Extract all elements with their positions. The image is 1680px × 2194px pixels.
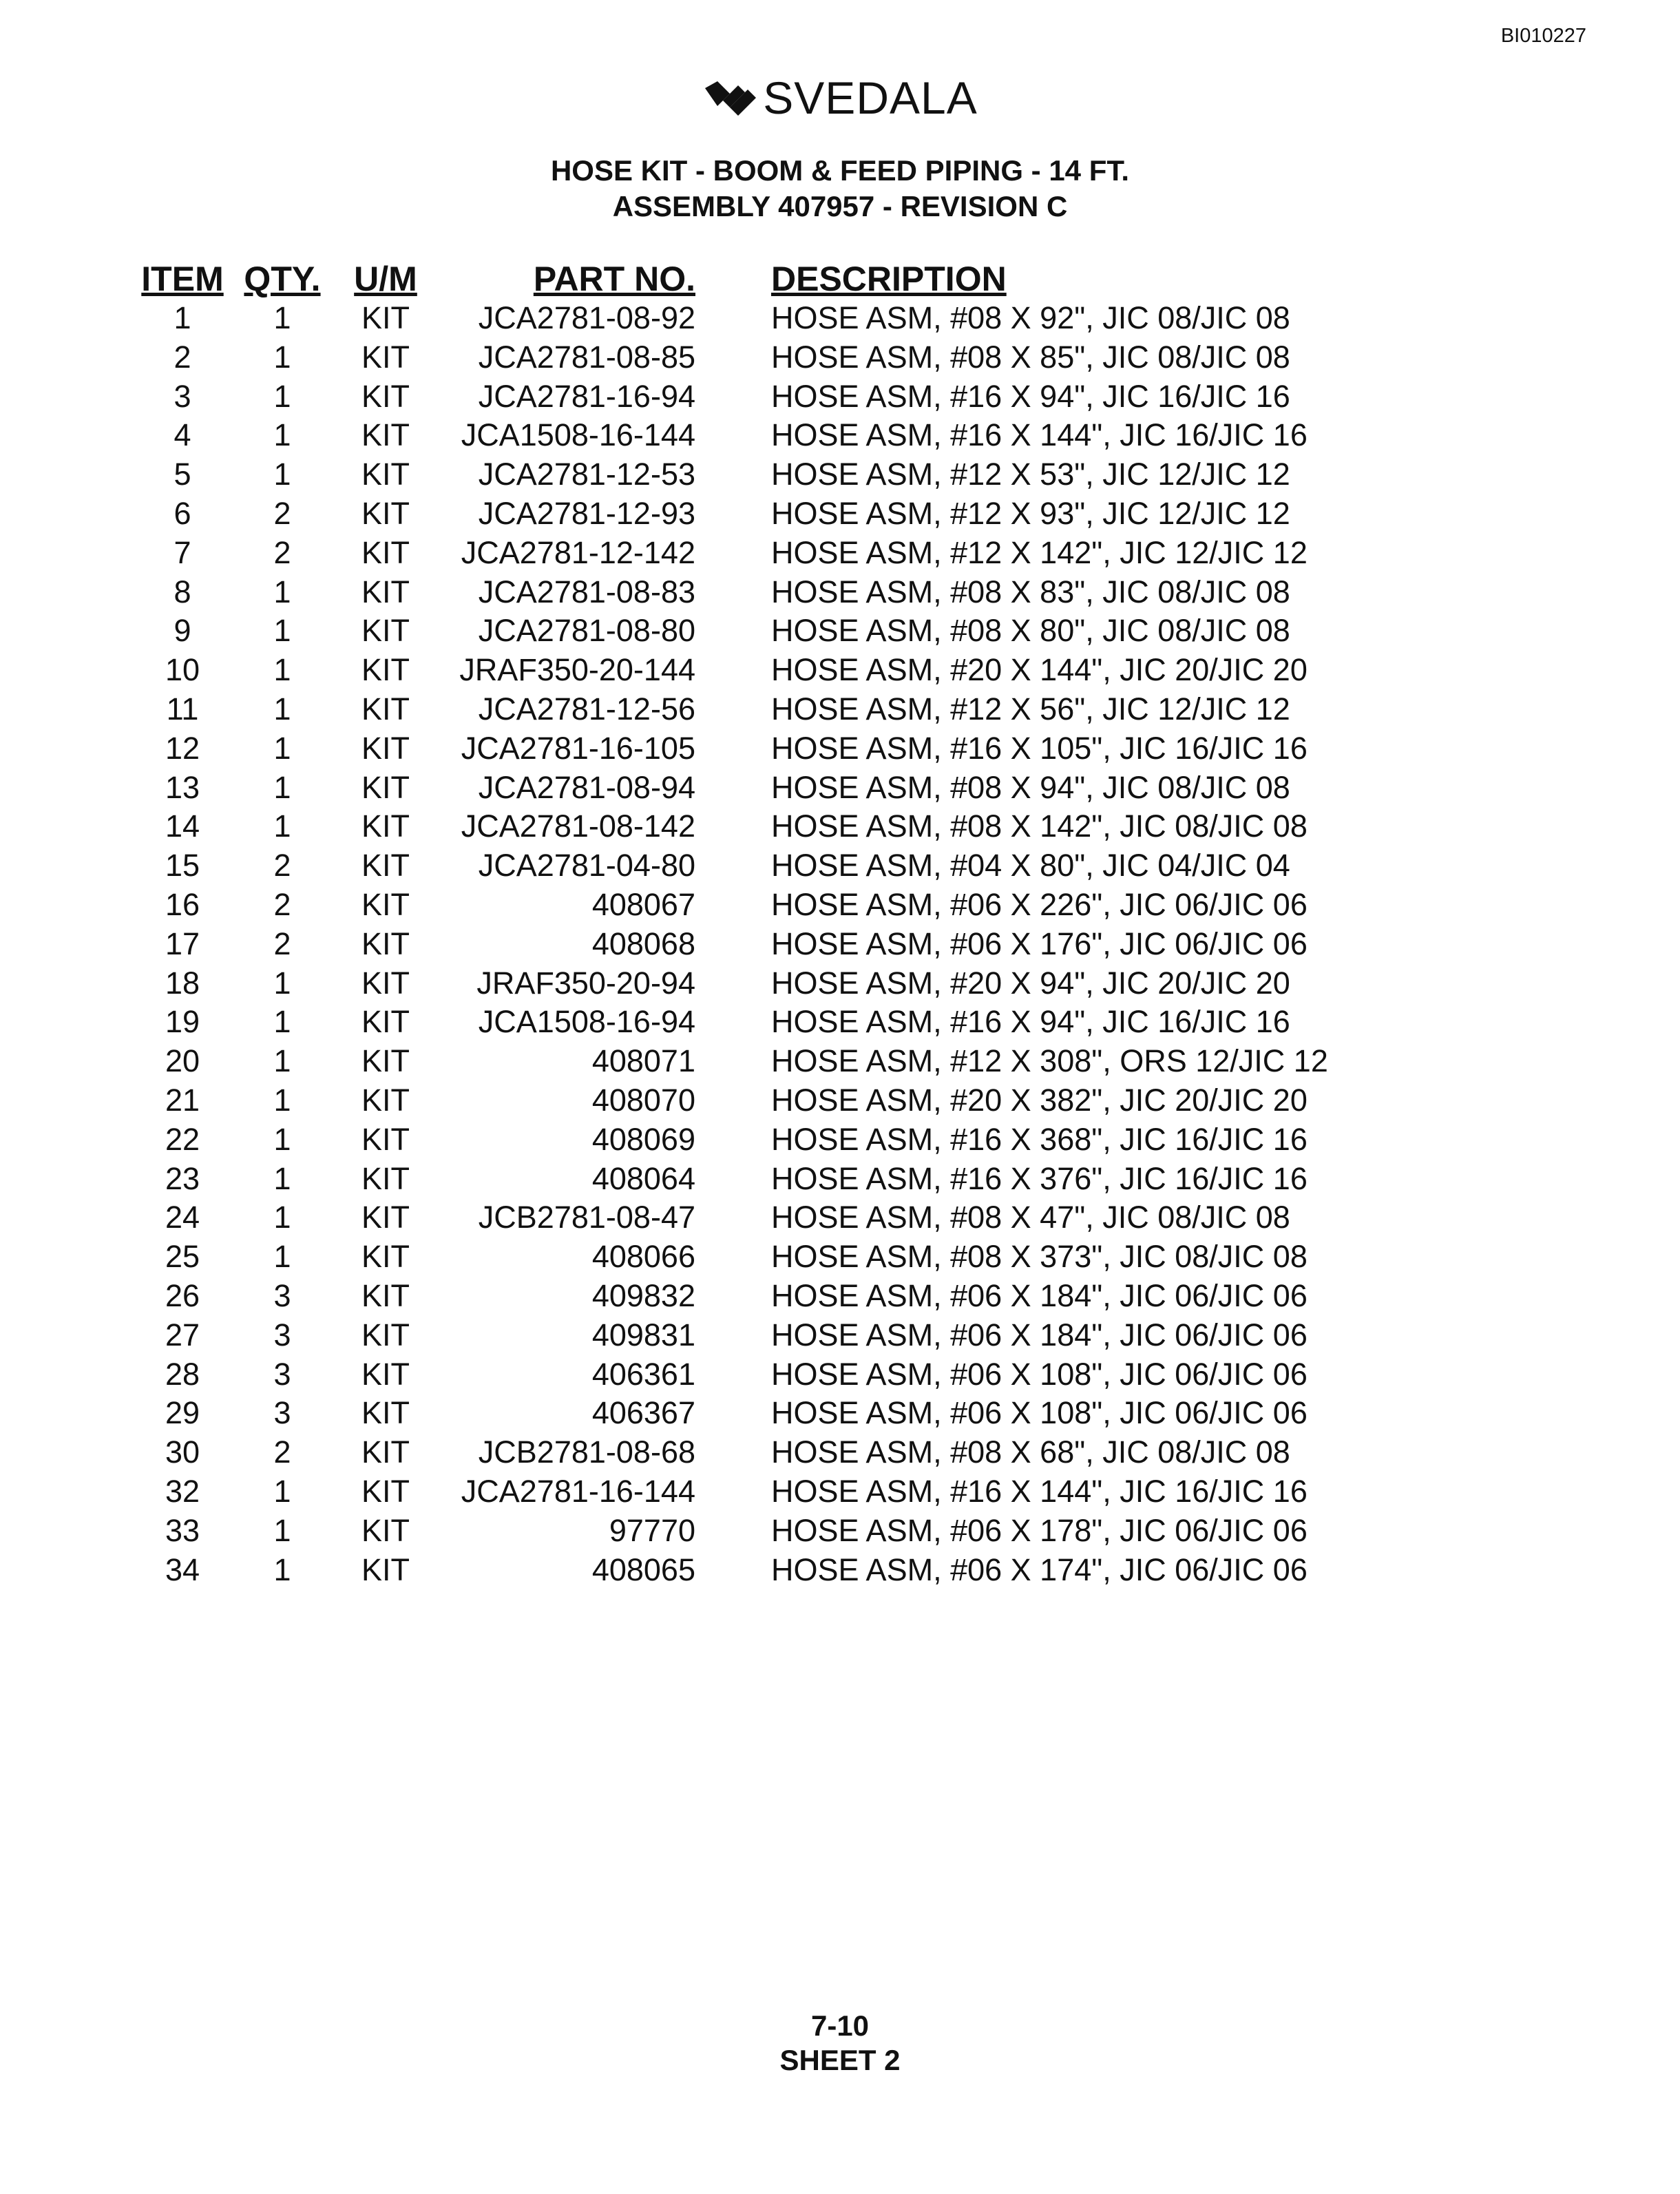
page-number: 7-10 bbox=[810, 2009, 870, 2042]
cell-item: 28 bbox=[165, 1356, 200, 1392]
cell-description: HOSE ASM, #04 X 80", JIC 04/JIC 04 bbox=[771, 848, 1290, 884]
cell-part-no: JCA1508-16-94 bbox=[478, 1004, 695, 1040]
table-row bbox=[138, 573, 1391, 612]
cell-um: KIT bbox=[361, 730, 410, 766]
cell-description: HOSE ASM, #16 X 144", JIC 16/JIC 16 bbox=[771, 417, 1308, 453]
cell-um: KIT bbox=[361, 300, 410, 335]
cell-item: 9 bbox=[174, 613, 191, 649]
cell-part-no: JCA2781-12-56 bbox=[478, 691, 695, 727]
cell-qty: 1 bbox=[273, 652, 291, 688]
cell-item: 7 bbox=[174, 534, 191, 570]
table-row bbox=[138, 1316, 1391, 1355]
cell-qty: 1 bbox=[273, 613, 291, 649]
cell-item: 10 bbox=[165, 652, 200, 688]
cell-um: KIT bbox=[361, 1434, 410, 1470]
table-row bbox=[138, 1120, 1391, 1160]
cell-part-no: 409831 bbox=[591, 1317, 695, 1352]
header-part-no: PART NO. bbox=[533, 260, 695, 298]
cell-item: 30 bbox=[165, 1434, 200, 1470]
cell-qty: 1 bbox=[273, 1121, 291, 1157]
header-description: DESCRIPTION bbox=[771, 260, 1007, 298]
cell-qty: 3 bbox=[273, 1356, 291, 1392]
cell-um: KIT bbox=[361, 1160, 410, 1196]
cell-item: 32 bbox=[165, 1473, 200, 1509]
cell-part-no: 409832 bbox=[591, 1277, 695, 1313]
cell-part-no: JCA2781-08-94 bbox=[478, 769, 695, 805]
sheet-number: SHEET 2 bbox=[779, 2044, 901, 2076]
cell-description: HOSE ASM, #08 X 85", JIC 08/JIC 08 bbox=[771, 339, 1290, 375]
cell-qty: 1 bbox=[273, 730, 291, 766]
cell-um: KIT bbox=[361, 1043, 410, 1079]
cell-um: KIT bbox=[361, 339, 410, 375]
cell-um: KIT bbox=[361, 1082, 410, 1118]
cell-item: 6 bbox=[174, 495, 191, 531]
cell-um: KIT bbox=[361, 808, 410, 844]
table-row bbox=[138, 651, 1391, 690]
cell-qty: 1 bbox=[273, 339, 291, 375]
table-row bbox=[138, 1160, 1391, 1199]
table-row bbox=[138, 1394, 1391, 1433]
cell-um: KIT bbox=[361, 574, 410, 609]
cell-part-no: JCA2781-16-94 bbox=[478, 378, 695, 414]
table-row bbox=[138, 1237, 1391, 1277]
cell-description: HOSE ASM, #08 X 80", JIC 08/JIC 08 bbox=[771, 613, 1290, 649]
cell-description: HOSE ASM, #06 X 178", JIC 06/JIC 06 bbox=[771, 1512, 1308, 1548]
cell-qty: 1 bbox=[273, 1473, 291, 1509]
header-qty: QTY. bbox=[244, 260, 321, 298]
cell-qty: 1 bbox=[273, 1552, 291, 1587]
cell-um: KIT bbox=[361, 457, 410, 492]
cell-description: HOSE ASM, #20 X 94", JIC 20/JIC 20 bbox=[771, 965, 1290, 1001]
table-row bbox=[138, 377, 1391, 417]
cell-um: KIT bbox=[361, 534, 410, 570]
cell-qty: 1 bbox=[273, 808, 291, 844]
header-item: ITEM bbox=[141, 260, 224, 298]
table-row bbox=[138, 534, 1391, 573]
brand-name: SVEDALA bbox=[763, 72, 978, 123]
cell-description: HOSE ASM, #08 X 83", JIC 08/JIC 08 bbox=[771, 574, 1290, 609]
cell-part-no: JCA2781-08-80 bbox=[478, 613, 695, 649]
cell-um: KIT bbox=[361, 1277, 410, 1313]
cell-part-no: JCA2781-04-80 bbox=[478, 848, 695, 884]
cell-item: 8 bbox=[174, 574, 191, 609]
table-row bbox=[138, 886, 1391, 925]
table-row bbox=[138, 299, 1391, 338]
cell-qty: 1 bbox=[273, 1160, 291, 1196]
document-id: BI010227 bbox=[1500, 25, 1586, 47]
table-row bbox=[138, 1512, 1391, 1551]
cell-part-no: 97770 bbox=[609, 1512, 695, 1548]
cell-qty: 1 bbox=[273, 574, 291, 609]
cell-item: 24 bbox=[165, 1200, 200, 1235]
table-row bbox=[138, 1003, 1391, 1042]
cell-um: KIT bbox=[361, 1239, 410, 1275]
cell-part-no: JCA2781-12-53 bbox=[478, 457, 695, 492]
cell-qty: 2 bbox=[273, 848, 291, 884]
cell-part-no: JCA2781-08-142 bbox=[461, 808, 695, 844]
svedala-diamond-icon bbox=[702, 79, 759, 117]
table-row bbox=[138, 338, 1391, 377]
cell-item: 3 bbox=[174, 378, 191, 414]
cell-um: KIT bbox=[361, 691, 410, 727]
cell-qty: 1 bbox=[273, 1239, 291, 1275]
cell-part-no: JCA2781-12-93 bbox=[478, 495, 695, 531]
cell-description: HOSE ASM, #16 X 144", JIC 16/JIC 16 bbox=[771, 1473, 1308, 1509]
cell-um: KIT bbox=[361, 1473, 410, 1509]
cell-qty: 1 bbox=[273, 1043, 291, 1079]
cell-description: HOSE ASM, #08 X 142", JIC 08/JIC 08 bbox=[771, 808, 1308, 844]
cell-qty: 1 bbox=[273, 300, 291, 335]
cell-description: HOSE ASM, #16 X 376", JIC 16/JIC 16 bbox=[771, 1160, 1308, 1196]
table-row bbox=[138, 455, 1391, 494]
cell-description: HOSE ASM, #06 X 108", JIC 06/JIC 06 bbox=[771, 1395, 1308, 1431]
table-row bbox=[138, 1277, 1391, 1316]
table-row bbox=[138, 1551, 1391, 1590]
cell-description: HOSE ASM, #12 X 142", JIC 12/JIC 12 bbox=[771, 534, 1308, 570]
cell-item: 20 bbox=[165, 1043, 200, 1079]
table-row bbox=[138, 1081, 1391, 1120]
cell-part-no: 408071 bbox=[591, 1043, 695, 1079]
table-header-row bbox=[138, 256, 1391, 299]
cell-um: KIT bbox=[361, 1395, 410, 1431]
cell-item: 13 bbox=[165, 769, 200, 805]
cell-item: 12 bbox=[165, 730, 200, 766]
cell-description: HOSE ASM, #16 X 105", JIC 16/JIC 16 bbox=[771, 730, 1308, 766]
cell-item: 19 bbox=[165, 1004, 200, 1040]
cell-qty: 1 bbox=[273, 1082, 291, 1118]
cell-qty: 1 bbox=[273, 378, 291, 414]
table-row bbox=[138, 925, 1391, 964]
cell-um: KIT bbox=[361, 1121, 410, 1157]
cell-part-no: 408067 bbox=[591, 886, 695, 922]
cell-qty: 2 bbox=[273, 1434, 291, 1470]
cell-item: 2 bbox=[174, 339, 191, 375]
cell-qty: 2 bbox=[273, 926, 291, 961]
cell-part-no: JCA2781-08-83 bbox=[478, 574, 695, 609]
cell-item: 15 bbox=[165, 848, 200, 884]
cell-part-no: 406367 bbox=[591, 1395, 695, 1431]
cell-part-no: JCA2781-16-105 bbox=[461, 730, 695, 766]
cell-part-no: JCA2781-12-142 bbox=[461, 534, 695, 570]
table-row bbox=[138, 1198, 1391, 1237]
cell-description: HOSE ASM, #06 X 184", JIC 06/JIC 06 bbox=[771, 1277, 1308, 1313]
cell-um: KIT bbox=[361, 1512, 410, 1548]
table-row bbox=[138, 964, 1391, 1003]
cell-description: HOSE ASM, #16 X 368", JIC 16/JIC 16 bbox=[771, 1121, 1308, 1157]
cell-um: KIT bbox=[361, 495, 410, 531]
cell-item: 25 bbox=[165, 1239, 200, 1275]
cell-description: HOSE ASM, #06 X 174", JIC 06/JIC 06 bbox=[771, 1552, 1308, 1587]
cell-um: KIT bbox=[361, 1356, 410, 1392]
cell-part-no: JCA2781-16-144 bbox=[461, 1473, 695, 1509]
cell-um: KIT bbox=[361, 652, 410, 688]
cell-part-no: JRAF350-20-144 bbox=[459, 652, 695, 688]
cell-qty: 1 bbox=[273, 1512, 291, 1548]
table-row bbox=[138, 494, 1391, 534]
cell-qty: 1 bbox=[273, 769, 291, 805]
cell-item: 23 bbox=[165, 1160, 200, 1196]
cell-item: 18 bbox=[165, 965, 200, 1001]
cell-item: 26 bbox=[165, 1277, 200, 1313]
parts-table bbox=[138, 256, 1391, 1589]
cell-description: HOSE ASM, #06 X 226", JIC 06/JIC 06 bbox=[771, 886, 1308, 922]
cell-um: KIT bbox=[361, 613, 410, 649]
cell-description: HOSE ASM, #08 X 373", JIC 08/JIC 08 bbox=[771, 1239, 1308, 1275]
cell-qty: 3 bbox=[273, 1395, 291, 1431]
cell-description: HOSE ASM, #08 X 47", JIC 08/JIC 08 bbox=[771, 1200, 1290, 1235]
cell-part-no: JCB2781-08-68 bbox=[478, 1434, 695, 1470]
table-row bbox=[138, 416, 1391, 455]
cell-qty: 2 bbox=[273, 886, 291, 922]
cell-part-no: 408065 bbox=[591, 1552, 695, 1587]
cell-item: 22 bbox=[165, 1121, 200, 1157]
cell-qty: 2 bbox=[273, 534, 291, 570]
cell-um: KIT bbox=[361, 886, 410, 922]
cell-qty: 1 bbox=[273, 965, 291, 1001]
cell-description: HOSE ASM, #12 X 53", JIC 12/JIC 12 bbox=[771, 457, 1290, 492]
cell-qty: 2 bbox=[273, 495, 291, 531]
cell-um: KIT bbox=[361, 926, 410, 961]
table-row bbox=[138, 612, 1391, 651]
cell-qty: 1 bbox=[273, 457, 291, 492]
cell-description: HOSE ASM, #20 X 144", JIC 20/JIC 20 bbox=[771, 652, 1308, 688]
cell-item: 16 bbox=[165, 886, 200, 922]
cell-part-no: 408066 bbox=[591, 1239, 695, 1275]
table-row bbox=[138, 769, 1391, 808]
cell-item: 1 bbox=[174, 300, 191, 335]
document-title: HOSE KIT - BOOM & FEED PIPING - 14 FT. bbox=[550, 154, 1130, 187]
cell-part-no: 408070 bbox=[591, 1082, 695, 1118]
header-um: U/M bbox=[354, 260, 417, 298]
cell-description: HOSE ASM, #12 X 93", JIC 12/JIC 12 bbox=[771, 495, 1290, 531]
cell-description: HOSE ASM, #12 X 56", JIC 12/JIC 12 bbox=[771, 691, 1290, 727]
cell-part-no: JRAF350-20-94 bbox=[476, 965, 695, 1001]
cell-part-no: JCA2781-08-85 bbox=[478, 339, 695, 375]
table-row bbox=[138, 690, 1391, 729]
table-row bbox=[138, 1433, 1391, 1472]
cell-qty: 1 bbox=[273, 417, 291, 453]
cell-qty: 3 bbox=[273, 1277, 291, 1313]
cell-item: 34 bbox=[165, 1552, 200, 1587]
cell-item: 27 bbox=[165, 1317, 200, 1352]
cell-description: HOSE ASM, #16 X 94", JIC 16/JIC 16 bbox=[771, 1004, 1290, 1040]
cell-um: KIT bbox=[361, 1552, 410, 1587]
cell-qty: 1 bbox=[273, 691, 291, 727]
cell-item: 33 bbox=[165, 1512, 200, 1548]
cell-item: 11 bbox=[166, 691, 199, 727]
table-row bbox=[138, 1355, 1391, 1394]
cell-um: KIT bbox=[361, 1317, 410, 1352]
cell-qty: 1 bbox=[273, 1200, 291, 1235]
cell-description: HOSE ASM, #08 X 68", JIC 08/JIC 08 bbox=[771, 1434, 1290, 1470]
cell-description: HOSE ASM, #06 X 108", JIC 06/JIC 06 bbox=[771, 1356, 1308, 1392]
table-row bbox=[138, 1042, 1391, 1081]
cell-um: KIT bbox=[361, 965, 410, 1001]
cell-part-no: 408069 bbox=[591, 1121, 695, 1157]
cell-part-no: JCA1508-16-144 bbox=[461, 417, 695, 453]
cell-item: 5 bbox=[174, 457, 191, 492]
table-row bbox=[138, 729, 1391, 769]
table-row bbox=[138, 1472, 1391, 1512]
cell-description: HOSE ASM, #12 X 308", ORS 12/JIC 12 bbox=[771, 1043, 1328, 1079]
cell-qty: 1 bbox=[273, 1004, 291, 1040]
cell-description: HOSE ASM, #06 X 176", JIC 06/JIC 06 bbox=[771, 926, 1308, 961]
table-row bbox=[138, 807, 1391, 846]
cell-qty: 3 bbox=[273, 1317, 291, 1352]
cell-um: KIT bbox=[361, 848, 410, 884]
cell-part-no: 408064 bbox=[591, 1160, 695, 1196]
cell-um: KIT bbox=[361, 769, 410, 805]
cell-item: 29 bbox=[165, 1395, 200, 1431]
cell-um: KIT bbox=[361, 1004, 410, 1040]
cell-item: 21 bbox=[165, 1082, 200, 1118]
cell-um: KIT bbox=[361, 378, 410, 414]
cell-part-no: JCB2781-08-47 bbox=[478, 1200, 695, 1235]
cell-um: KIT bbox=[361, 1200, 410, 1235]
cell-item: 4 bbox=[174, 417, 191, 453]
cell-description: HOSE ASM, #06 X 184", JIC 06/JIC 06 bbox=[771, 1317, 1308, 1352]
cell-part-no: JCA2781-08-92 bbox=[478, 300, 695, 335]
document-subtitle: ASSEMBLY 407957 - REVISION C bbox=[612, 190, 1068, 222]
cell-item: 17 bbox=[165, 926, 200, 961]
cell-description: HOSE ASM, #08 X 94", JIC 08/JIC 08 bbox=[771, 769, 1290, 805]
cell-item: 14 bbox=[165, 808, 200, 844]
cell-description: HOSE ASM, #20 X 382", JIC 20/JIC 20 bbox=[771, 1082, 1308, 1118]
cell-description: HOSE ASM, #16 X 94", JIC 16/JIC 16 bbox=[771, 378, 1290, 414]
table-row bbox=[138, 846, 1391, 886]
logo bbox=[0, 72, 1680, 124]
cell-um: KIT bbox=[361, 417, 410, 453]
cell-description: HOSE ASM, #08 X 92", JIC 08/JIC 08 bbox=[771, 300, 1290, 335]
cell-part-no: 406361 bbox=[591, 1356, 695, 1392]
cell-part-no: 408068 bbox=[591, 926, 695, 961]
